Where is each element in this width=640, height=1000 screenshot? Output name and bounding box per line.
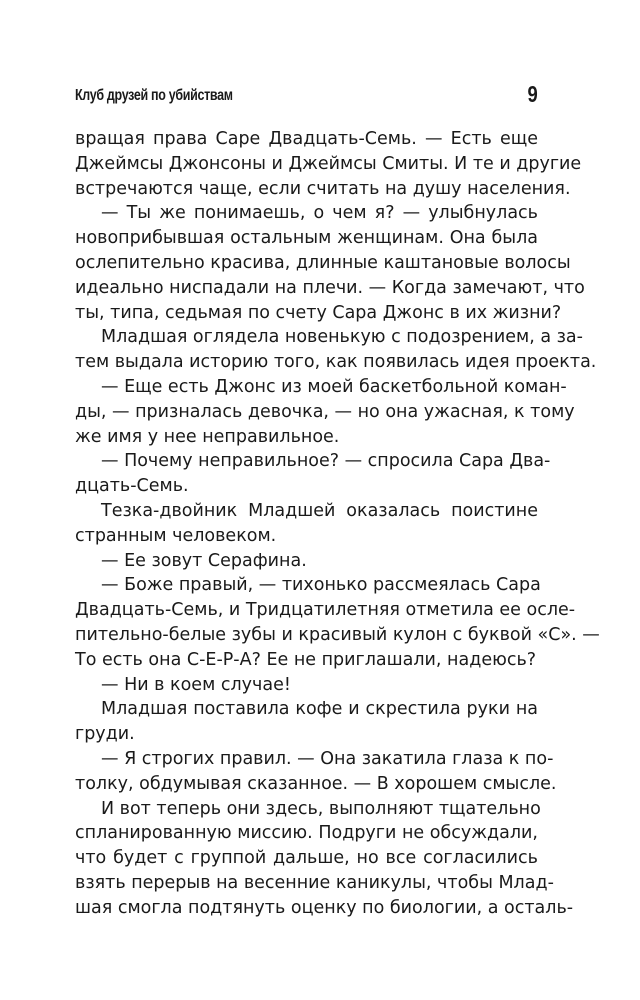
text-line: же имя у нее неправильное.	[75, 426, 340, 447]
text-line: — Я строгих правил. — Она закатила глаза к по-	[101, 748, 554, 769]
text-line: ды, — призналась девочка, — но она ужасная, к тому	[75, 401, 575, 422]
text-line: толку, обдумывая сказанное. — В хорошем смысле.	[75, 773, 557, 794]
text-line: вращая права Саре Двадцать-Семь. — Есть еще	[75, 129, 538, 149]
text-line: Джеймсы Джонсоны и Джеймсы Смиты. И те и другие	[75, 153, 582, 174]
text-line: странным человеком.	[75, 525, 277, 546]
paragraph	[75, 549, 538, 574]
text-line: — Ни в коем случае!	[101, 674, 291, 695]
paragraph	[75, 573, 600, 672]
paragraph	[75, 127, 582, 201]
text-line: новоприбывшая остальным женщинам. Она была	[75, 228, 538, 249]
paragraph	[75, 325, 597, 375]
running-head	[75, 81, 538, 111]
text-line: — Ее зовут Серафина.	[101, 550, 307, 571]
text-line: пительно-белые зубы и красивый кулон с буквой «С». —	[75, 624, 600, 645]
text-line: груди.	[75, 724, 135, 745]
text-line: Младшая поставила кофе и скрестила руки на	[101, 699, 538, 720]
page-number: 9	[527, 81, 538, 107]
text-line: шая смогла подтянуть оценку по биологии, а осталь-	[75, 897, 574, 918]
paragraph	[75, 201, 585, 325]
text-line: дцать-Семь.	[75, 476, 189, 497]
text-line: — Ты же понимаешь, о чем я? — улыбнулась	[101, 203, 538, 224]
text-line: тем выдала историю того, как появилась идея проекта.	[75, 352, 597, 373]
paragraph	[75, 673, 538, 698]
text-line: Младшая оглядела новенькую с подозрением, а за-	[101, 327, 583, 348]
text-line: Двадцать-Семь, и Тридцатилетняя отметила ее осле-	[75, 600, 576, 621]
text-line: что будет с группой дальше, но все согласились	[75, 848, 538, 869]
text-line: — Боже правый, — тихонько рассмеялась Сара	[101, 575, 541, 596]
text-line: ты, типа, седьмая по счету Сара Джонс в их жизни?	[75, 302, 562, 323]
body-text	[75, 127, 600, 921]
text-line: взять перерыв на весенние каникулы, чтобы Млад-	[75, 872, 554, 893]
text-line: спланированную миссию. Подруги не обсуждали,	[75, 823, 538, 844]
text-line: ослепительно красива, длинные каштановые волосы	[75, 252, 571, 273]
text-line: И вот теперь они здесь, выполняют тщательно	[101, 798, 541, 819]
text-line: идеально ниспадали на плечи. — Когда замечают, что	[75, 277, 585, 298]
paragraph	[75, 499, 538, 549]
text-line: Тезка-двойник Младшей оказалась поистине	[101, 500, 538, 521]
book-title: Клуб друзей по убийствам	[75, 87, 233, 104]
paragraph	[75, 697, 538, 747]
paragraph	[75, 747, 557, 797]
text-line: встречаются чаще, если считать на душу населения.	[75, 178, 571, 199]
text-line: То есть она С-Е-Р-А? Ее не приглашали, надеюсь?	[75, 649, 537, 670]
text-line: — Почему неправильное? — спросила Сара Два-	[101, 451, 551, 472]
paragraph	[75, 797, 574, 921]
paragraph	[75, 375, 575, 449]
text-line: — Еще есть Джонс из моей баскетбольной коман-	[101, 376, 567, 397]
paragraph	[75, 449, 551, 499]
